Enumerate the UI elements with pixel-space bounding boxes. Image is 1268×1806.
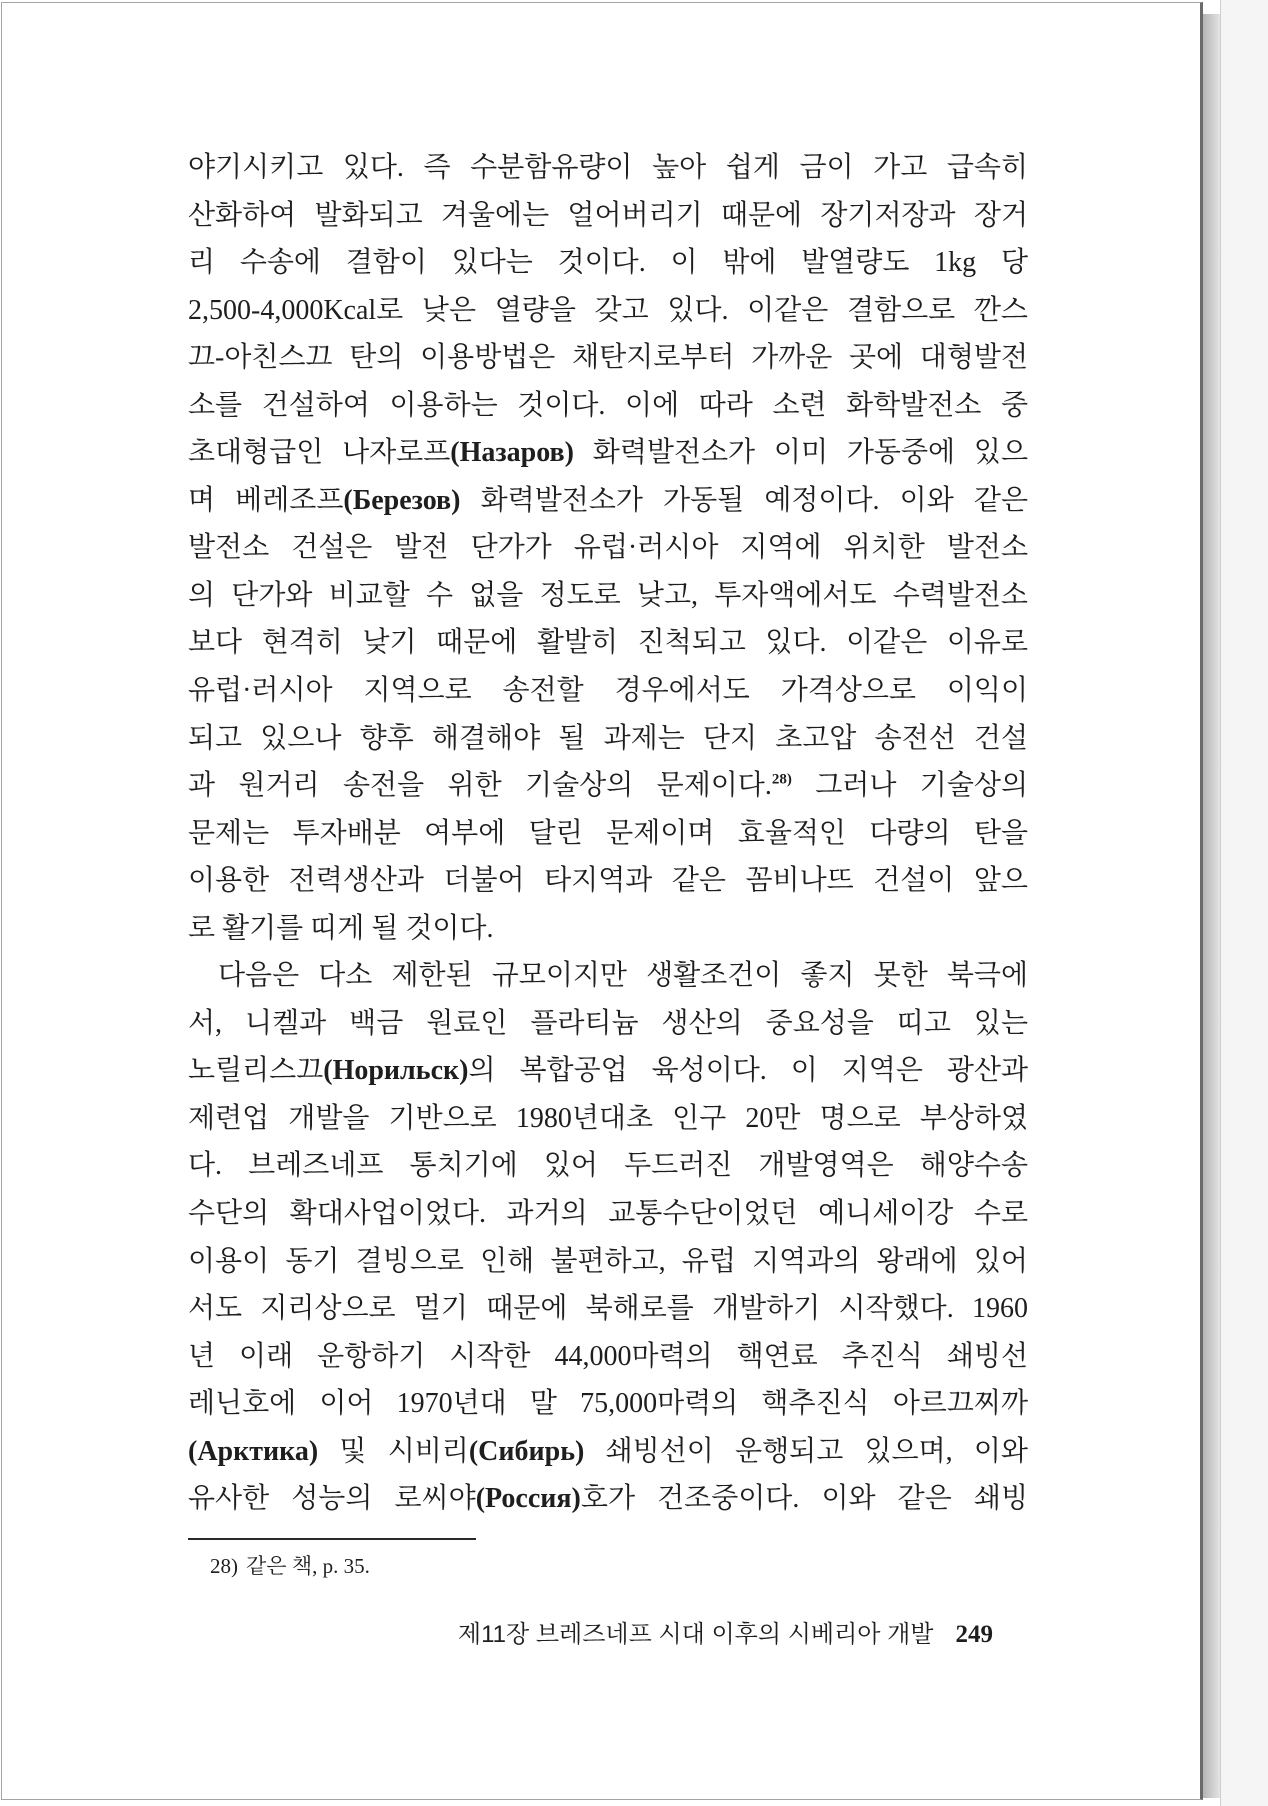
- text-segment: 끄-아친스끄 탄의 이용방법은 채탄지로부터 가까운 곳에 대형발전: [188, 342, 1028, 374]
- text-segment: 쇄빙선이 운행되고 있으며, 이와: [584, 1435, 1028, 1467]
- page-margin-strip: [1220, 0, 1268, 1806]
- page-number: 249: [955, 1621, 993, 1648]
- text-line: [188, 1428, 1028, 1476]
- text-segment: 며 베레조프: [188, 484, 344, 516]
- text-segment: 제련업 개발을 기반으로 1980년대초 인구 20만 명으로 부상하였: [188, 1102, 1028, 1134]
- text-line: [188, 287, 1028, 335]
- text-segment: 문제는 투자배분 여부에 달린 문제이며 효율적인 다량의 탄을: [188, 817, 1028, 849]
- text-line: [188, 524, 1028, 572]
- text-segment: 노릴리스끄: [188, 1055, 324, 1087]
- cyrillic-term: (Норильск): [323, 1055, 469, 1087]
- text-line: [188, 192, 1028, 240]
- text-line: [188, 810, 1028, 858]
- chapter-title: 제11장 브레즈네프 시대 이후의 시베리아 개발: [457, 1621, 934, 1648]
- text-line: [188, 429, 1028, 477]
- body-text: [188, 144, 1028, 1523]
- text-segment: 의 복합공업 육성이다. 이 지역은 광산과: [468, 1055, 1028, 1087]
- text-line: [188, 619, 1028, 667]
- text-segment: 화력발전소가 이미 가동중에 있으: [573, 437, 1028, 469]
- text-segment: 그러나 기술상의: [791, 770, 1028, 802]
- text-line: [188, 667, 1028, 715]
- text-line: [188, 382, 1028, 430]
- text-segment: 리 수송에 결함이 있다는 것이다. 이 밖에 발열량도 1kg 당: [188, 247, 1028, 279]
- text-line: [188, 144, 1028, 192]
- footnote-rule: [188, 1538, 476, 1540]
- text-line: [188, 1000, 1028, 1048]
- text-segment: 년 이래 운항하기 시작한 44,000마력의 핵연료 추진식 쇄빙선: [188, 1340, 1028, 1372]
- text-segment: 서, 니켈과 백금 원료인 플라티늄 생산의 중요성을 띠고 있는: [188, 1007, 1028, 1039]
- text-line: [188, 1285, 1028, 1333]
- text-line: [188, 1142, 1028, 1190]
- footnote: [210, 1552, 370, 1580]
- text-line: [188, 952, 1028, 1000]
- text-line: [188, 477, 1028, 525]
- page-edge-shadow: [1203, 14, 1220, 1798]
- text-line: [188, 334, 1028, 382]
- text-segment: 보다 현격히 낮기 때문에 활발히 진척되고 있다. 이같은 이유로: [188, 627, 1028, 659]
- text-line: [188, 1190, 1028, 1238]
- paragraph: [188, 952, 1028, 1523]
- cyrillic-term: (Сибирь): [468, 1435, 585, 1467]
- cyrillic-term: (Арктика): [188, 1435, 319, 1467]
- text-segment: 과 원거리 송전을 위한 기술상의 문제이다.: [188, 770, 772, 802]
- footnote-reference: 28): [771, 771, 792, 788]
- text-segment: 유사한 성능의 로씨야: [188, 1483, 476, 1515]
- text-line: [188, 572, 1028, 620]
- footnote-text: 같은 책, p. 35.: [246, 1554, 370, 1578]
- text-line: [188, 1095, 1028, 1143]
- text-segment: 호가 건조중이다. 이와 같은 쇄빙: [580, 1483, 1028, 1515]
- text-segment: 되고 있으나 향후 해결해야 될 과제는 단지 초고압 송전선 건설: [188, 722, 1028, 754]
- text-segment: 2,500-4,000Kcal로 낮은 열량을 갖고 있다. 이같은 결함으로 깐스: [188, 294, 1028, 326]
- text-line: [188, 857, 1028, 905]
- text-segment: 의 단가와 비교할 수 없을 정도로 낮고, 투자액에서도 수력발전소: [188, 579, 1028, 611]
- text-segment: 다음은 다소 제한된 규모이지만 생활조건이 좋지 못한 북극에: [218, 960, 1028, 992]
- text-line: [188, 1475, 1028, 1523]
- text-segment: 초대형급인 나자로프: [188, 437, 451, 469]
- text-line: [188, 1238, 1028, 1286]
- text-line: [188, 905, 1028, 953]
- text-segment: 레닌호에 이어 1970년대 말 75,000마력의 핵추진식 아르끄찌까: [188, 1388, 1028, 1420]
- text-segment: 이용한 전력생산과 더불어 타지역과 같은 꼼비나뜨 건설이 앞으: [188, 865, 1028, 897]
- text-line: [188, 1380, 1028, 1428]
- text-line: [188, 762, 1028, 810]
- text-line: [188, 1047, 1028, 1095]
- text-line: [188, 715, 1028, 763]
- running-footer: [0, 1620, 993, 1653]
- text-segment: 다. 브레즈네프 통치기에 있어 두드러진 개발영역은 해양수송: [188, 1150, 1028, 1182]
- footnote-number: 28): [210, 1554, 238, 1578]
- text-segment: 화력발전소가 가동될 예정이다. 이와 같은: [460, 484, 1028, 516]
- text-segment: 및 시비리: [318, 1435, 469, 1467]
- cyrillic-term: (Назаров): [450, 437, 574, 469]
- text-segment: 수단의 확대사업이었다. 과거의 교통수단이었던 예니세이강 수로: [188, 1198, 1028, 1230]
- text-segment: 야기시키고 있다. 즉 수분함유량이 높아 쉽게 금이 가고 급속히: [188, 152, 1028, 183]
- text-line: [188, 239, 1028, 287]
- text-segment: 서도 지리상으로 멀기 때문에 북해로를 개발하기 시작했다. 1960: [188, 1293, 1028, 1325]
- text-segment: 유럽·러시아 지역으로 송전할 경우에서도 가격상으로 이익이: [188, 675, 1028, 707]
- cyrillic-term: (Березов): [343, 484, 461, 516]
- text-line: [188, 1333, 1028, 1381]
- text-segment: 이용이 동기 결빙으로 인해 불편하고, 유럽 지역과의 왕래에 있어: [188, 1245, 1028, 1277]
- paragraph: [188, 144, 1028, 952]
- text-segment: 산화하여 발화되고 겨울에는 얼어버리기 때문에 장기저장과 장거: [188, 199, 1028, 231]
- text-segment: 소를 건설하여 이용하는 것이다. 이에 따라 소련 화학발전소 중: [188, 389, 1028, 421]
- text-segment: 발전소 건설은 발전 단가가 유럽·러시아 지역에 위치한 발전소: [188, 532, 1028, 564]
- cyrillic-term: (Россия): [475, 1483, 581, 1515]
- text-segment: 로 활기를 띠게 될 것이다.: [188, 912, 494, 944]
